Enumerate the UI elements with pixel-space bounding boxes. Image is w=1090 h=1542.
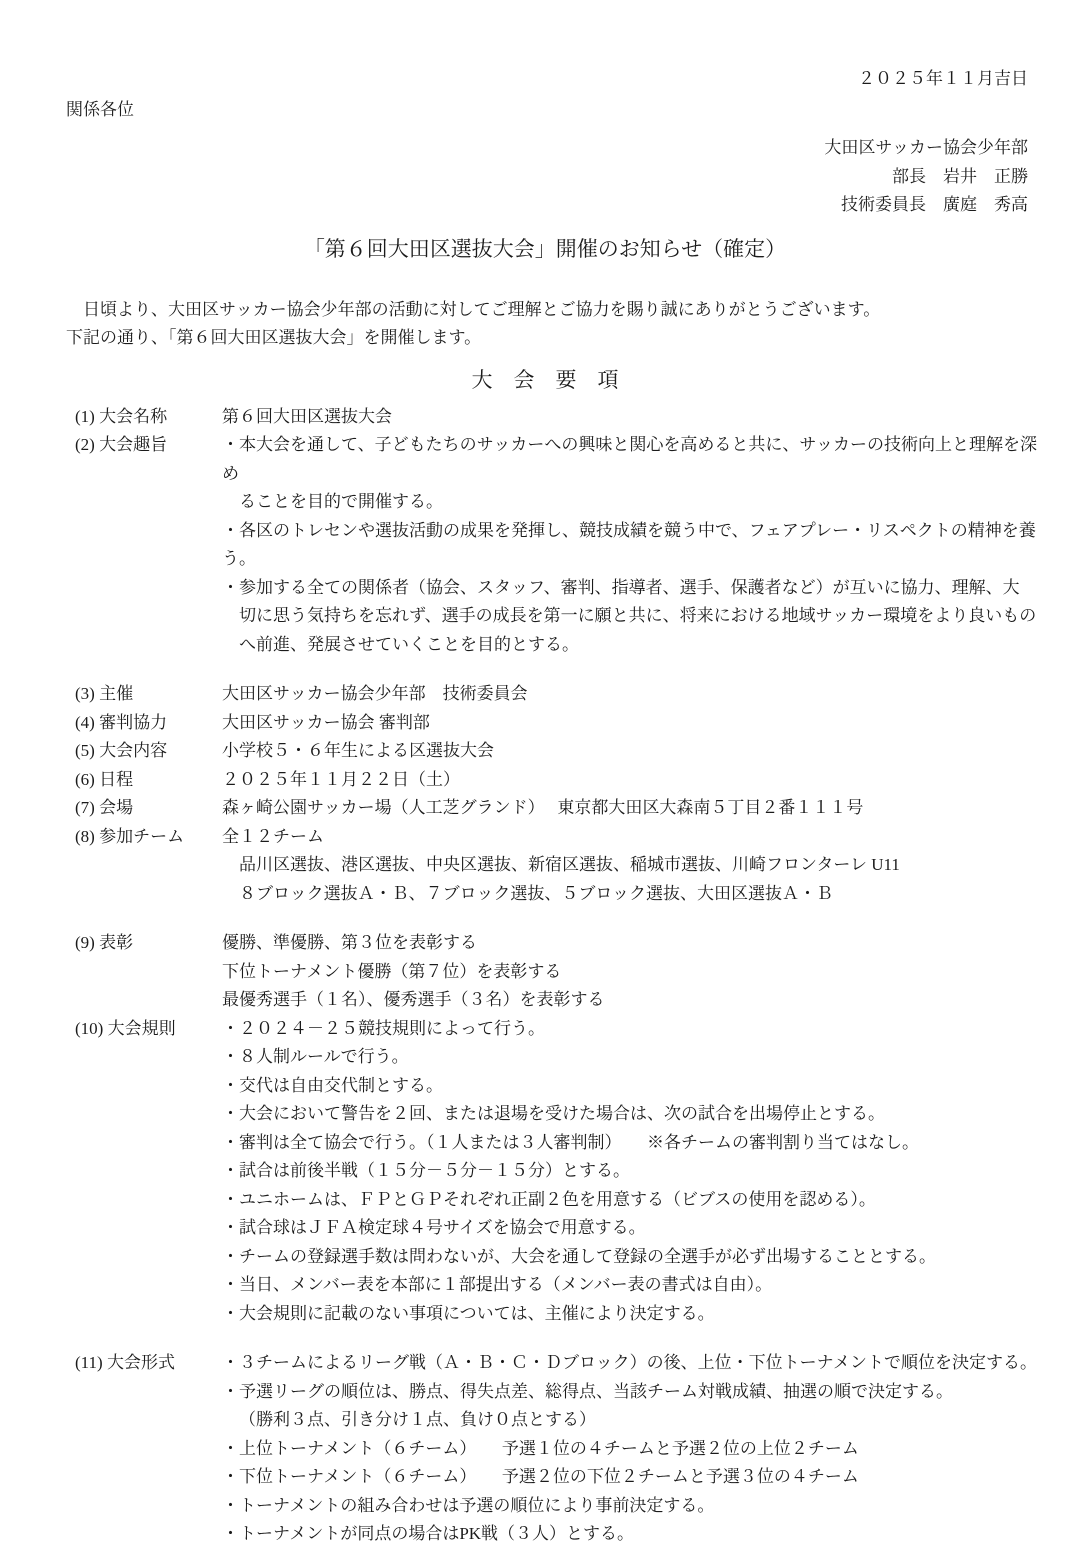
intro-paragraph [66,296,1034,353]
addressee: 関係各位 [66,100,134,119]
text-line: ・８人制ルールで行う。 [222,1047,409,1066]
item-label: (9) 表彰 [75,933,134,952]
text-line: ・各区のトレセンや選抜活動の成果を発揮し、競技成績を競う中で、フェアプレー・リスペクトの精神を養う。 [222,520,1036,568]
text-line: 品川区選抜、港区選抜、中央区選抜、新宿区選抜、稲城市選抜、川崎フロンターレ U11 [239,855,900,874]
text-line: ・大会において警告を２回、または退場を受けた場合は、次の試合を出場停止とする。 [222,1104,885,1123]
text-line: ・下位トーナメント（６チーム） 予選２位の下位２チームと予選３位の４チーム [222,1467,859,1486]
item-label: (4) 審判協力 [75,712,168,732]
outline-list [0,403,1090,1542]
document-date: ２０２５年１１月吉日 [858,69,1028,88]
item-content [222,680,1050,709]
outline-item [66,929,1050,1015]
text-line: へ前進、発展させていくことを目的とする。 [239,634,579,654]
text-line: ・３チームによるリーグ戦（Ａ・Ｂ・Ｃ・Ｄブロック）の後、上位・下位トーナメントで順位を決定する。 [222,1353,1037,1372]
text-line: 小学校５・６年生による区選抜大会 [222,741,494,760]
item-content [222,929,1050,1015]
outline-item [66,403,1050,432]
text-line: ・交代は自由交代制とする。 [222,1075,443,1095]
text-line: 最優秀選手（１名）、優秀選手（３名）を表彰する [222,990,605,1009]
item-label: (10) 大会規則 [75,1018,176,1038]
intro-line: 下記の通り、「第６回大田区選抜大会」を開催します。 [66,328,482,347]
text-line: ・チームの登録選手数は問わないが、大会を通して登録の全選手が必ず出場することとする。 [222,1246,936,1266]
text-line: ・上位トーナメント（６チーム） 予選１位の４チームと予選２位の上位２チーム [222,1438,859,1458]
text-line: ・トーナメントの組み合わせは予選の順位により事前決定する。 [222,1495,715,1515]
sender-tech-chief: 技術委員長 廣庭 秀高 [841,195,1028,214]
text-line: ・本大会を通して、子どもたちのサッカーへの興味と関心を高めると共に、サッカーの技術向上と理解を深め [222,435,1037,483]
text-line: ８ブロック選抜Ａ・Ｂ、７ブロック選抜、５ブロック選抜、大田区選抜Ａ・Ｂ [239,883,833,903]
section-heading: 大 会 要 項 [471,367,619,392]
outline-item [66,1349,1050,1542]
outline-item [66,1015,1050,1329]
text-line: ２０２５年１１月２２日（土） [222,769,460,789]
item-content [222,737,1050,766]
item-content [222,709,1050,738]
item-content [222,823,1050,909]
text-line: （勝利３点、引き分け１点、負け０点とする） [239,1410,596,1429]
outline-item [66,709,1050,738]
text-line: 切に思う気持ちを忘れず、選手の成長を第一に願と共に、将来における地域サッカー環境をより良いもの [239,606,1037,625]
item-label: (5) 大会内容 [75,741,168,760]
sender-chief: 部長 岩井 正勝 [892,166,1028,186]
text-line: ・２０２４－２５競技規則によって行う。 [222,1018,545,1038]
outline-item [66,737,1050,766]
text-line: ・参加する全ての関係者（協会、スタッフ、審判、指導者、選手、保護者など）が互いに協力、理解、大 [222,577,1020,597]
item-content [222,1015,1050,1329]
text-line: 森ヶ崎公園サッカー場（人工芝グランド） 東京都大田区大森南５丁目２番１１１号 [222,798,864,817]
text-line: 下位トーナメント優勝（第７位）を表彰する [222,961,562,981]
text-line: ・当日、メンバー表を本部に１部提出する（メンバー表の書式は自由）。 [222,1275,773,1294]
item-label: (1) 大会名称 [75,406,168,426]
sender-org: 大田区サッカー協会少年部 [824,138,1028,157]
item-content [222,766,1050,795]
item-content [222,431,1050,659]
text-line: 大田区サッカー協会 審判部 [222,712,430,732]
item-label: (7) 会場 [75,798,134,817]
text-line: ・大会規則に記載のない事項については、主催により決定する。 [222,1303,715,1323]
text-line: ・審判は全て協会で行う。（１人または３人審判制） ※各チームの審判割り当てはなし。 [222,1132,919,1152]
item-label: (6) 日程 [75,769,134,789]
text-line: 第６回大田区選抜大会 [222,406,392,426]
outline-item [66,431,1050,659]
item-content [222,794,1050,823]
text-line: ・予選リーグの順位は、勝点、得失点差、総得点、当該チーム対戦成績、抽選の順で決定する。 [222,1381,953,1401]
text-line: ることを目的で開催する。 [239,492,443,511]
item-content [222,403,1050,432]
text-line: ・ユニホームは、ＦＰとＧＰそれぞれ正副２色を用意する（ビブスの使用を認める）。 [222,1189,876,1209]
outline-item [66,680,1050,709]
item-content [222,1349,1050,1542]
item-label: (2) 大会趣旨 [75,435,168,454]
item-label: (3) 主催 [75,684,134,703]
item-label: (11) 大会形式 [75,1353,175,1372]
text-line: 大田区サッカー協会少年部 技術委員会 [222,684,528,703]
intro-line: 日頃より、大田区サッカー協会少年部の活動に対してご理解とご協力を賜り誠にありがとうございます。 [66,299,881,319]
outline-item [66,794,1050,823]
text-line: ・トーナメントが同点の場合はPK戦（３人）とする。 [222,1524,635,1542]
item-label: (8) 参加チーム [75,826,185,846]
sender-block [0,134,1028,220]
document-title: 「第６回大田区選抜大会」開催のお知らせ（確定） [303,236,787,261]
text-line: ・試合球はＪＦＡ検定球４号サイズを協会で用意する。 [222,1218,646,1237]
text-line: 全１２チーム [222,826,324,846]
outline-item [66,766,1050,795]
text-line: 優勝、準優勝、第３位を表彰する [222,933,477,952]
outline-item [66,823,1050,909]
text-line: ・試合は前後半戦（１５分－５分－１５分）とする。 [222,1161,630,1180]
